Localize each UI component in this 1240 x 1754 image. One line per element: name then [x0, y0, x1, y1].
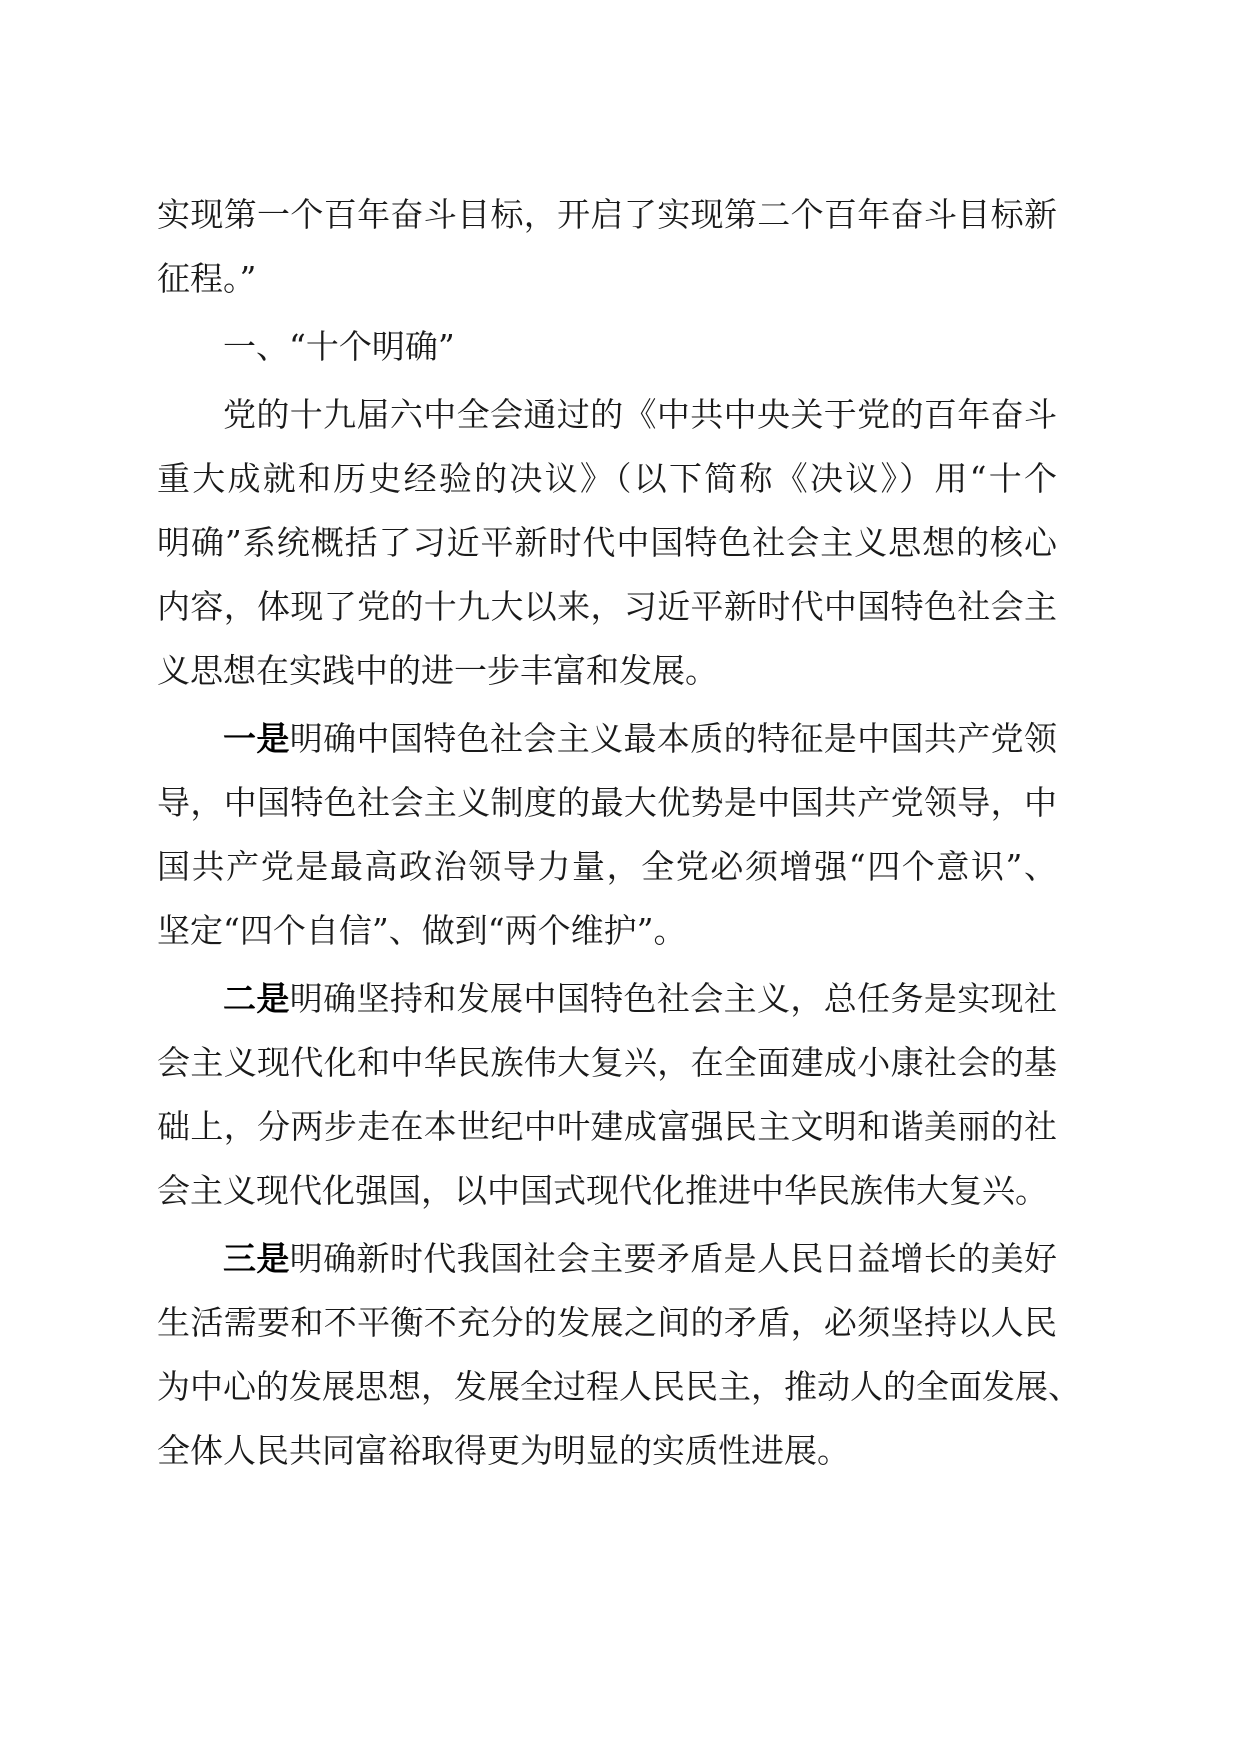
text-line: 生活需要和不平衡不充分的发展之间的矛盾，必须坚持以人民 — [157, 1303, 1057, 1342]
text-line: 党的十九届六中全会通过的《中共中央关于党的百年奋斗 — [223, 395, 1057, 434]
text-line: 内容，体现了党的十九大以来，习近平新时代中国特色社会主 — [157, 587, 1057, 626]
text-line: 坚定“四个自信”、做到“两个维护”。 — [157, 911, 687, 950]
point-label: 三是 — [223, 1239, 290, 1278]
point-text: 明确中国特色社会主义最本质的特征是中国共产党领 — [289, 719, 1057, 758]
text-line: 会主义现代化和中华民族伟大复兴，在全面建成小康社会的基 — [157, 1043, 1057, 1082]
text-line: 全体人民共同富裕取得更为明显的实质性进展。 — [157, 1431, 850, 1470]
point-paragraph-3 — [157, 1227, 1081, 1483]
text-line: 导，中国特色社会主义制度的最大优势是中国共产党领导，中 — [157, 783, 1057, 822]
text-line: 明确”系统概括了习近平新时代中国特色社会主义思想的核心 — [157, 523, 1057, 562]
text-line: 为中心的发展思想，发展全过程人民民主，推动人的全面发展、 — [157, 1367, 1081, 1406]
point-text: 明确新时代我国社会主要矛盾是人民日益增长的美好 — [289, 1239, 1057, 1278]
text-line: 义思想在实践中的进一步丰富和发展。 — [157, 651, 718, 690]
point-label: 二是 — [223, 979, 290, 1018]
point-first-line — [157, 707, 1057, 771]
text-line: 国共产党是最高政治领导力量，全党必须增强“四个意识”、 — [157, 847, 1057, 886]
section-heading: 一、“十个明确” — [223, 327, 455, 366]
intro-paragraph — [157, 383, 1057, 703]
point-text: 明确坚持和发展中国特色社会主义，总任务是实现社 — [289, 979, 1057, 1018]
point-label: 一是 — [223, 719, 290, 758]
section-heading-block — [157, 315, 1057, 379]
text-line: 重大成就和历史经验的决议》（以下简称《决议》）用“十个 — [157, 459, 1057, 498]
text-line: 会主义现代化强国，以中国式现代化推进中华民族伟大复兴。 — [157, 1171, 1048, 1210]
point-first-line — [157, 1227, 1057, 1291]
point-paragraph-1 — [157, 707, 1057, 963]
point-first-line — [157, 967, 1057, 1031]
text-line: 征程。” — [157, 259, 257, 298]
point-paragraph-2 — [157, 967, 1057, 1223]
text-line: 础上，分两步走在本世纪中叶建成富强民主文明和谐美丽的社 — [157, 1107, 1057, 1146]
continuation-paragraph — [157, 183, 1057, 311]
document-body — [157, 183, 1081, 1483]
text-line: 实现第一个百年奋斗目标，开启了实现第二个百年奋斗目标新 — [157, 195, 1057, 234]
